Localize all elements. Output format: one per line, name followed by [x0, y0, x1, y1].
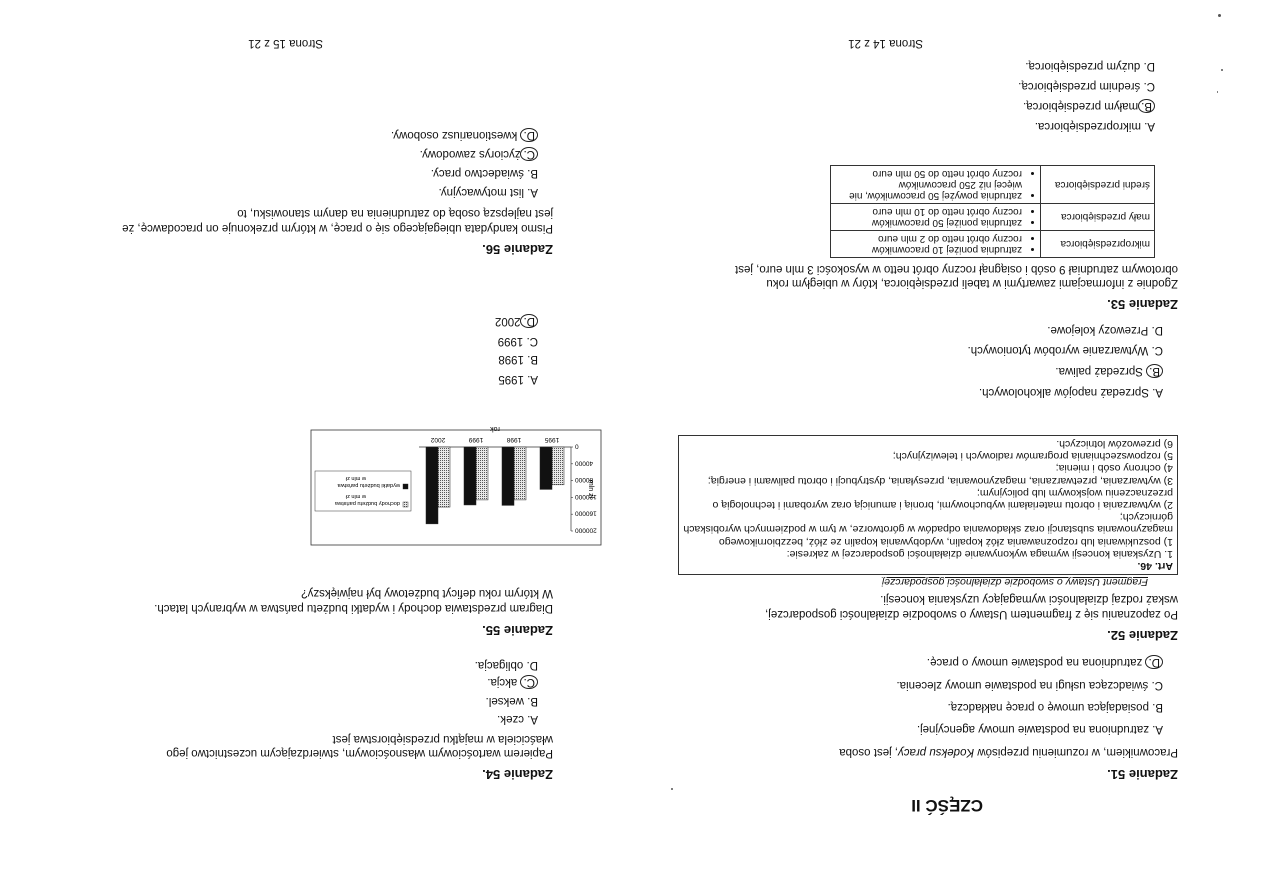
z56-option-d: D. kwestionariusz osobowy. [391, 128, 538, 142]
x-axis-label: rok [490, 425, 500, 432]
z51-question: Pracownikiem, w rozumieniu przepisów Kodeksu pracy, jest osoba [839, 746, 1178, 758]
z54-heading: Zadanie 54. [482, 767, 553, 782]
z51-option-d: D. zatrudniona na podstawie umowy o pracę. [927, 655, 1163, 669]
z55-option-d: D.2002 [495, 314, 538, 328]
z52-question-2: wskaż rodzaj działalności wymagający uzyskania koncesji. [880, 593, 1178, 605]
bar-dochody-1999 [476, 447, 488, 500]
z51-option-b: B. posiadająca umowę o pracę nakładczą. [947, 701, 1163, 713]
z56-option-a: A. list motywacyjny. [438, 186, 538, 198]
z56-option-b: B. świadectwo pracy. [430, 167, 538, 179]
x-tick-label: 2002 [430, 436, 446, 443]
y-tick-label: 120000 [575, 492, 597, 500]
z52-article-box: Art. 46. 1. Uzyskania koncesji wymaga wykonywanie działalności gospodarczej w zakresie: 1) poszukiwania lub rozpoznawania złóż kopalin, wydobywania kopalin ze złóż, bezzbiornikowego magazynowania substancji oraz składowania odpadów w górotworze, w tym w podziemnych wyrobiskach górniczych; 2) wytwarzania i obrotu materiałami wybuchowymi, bronią i amunicją oraz wyrobami i technologią o przeznaczeniu wojskowym lub policyjnym; 3) wytwarzania, przetwarzania, magazynowania, przesyłania, dystrybucji i obrotu paliwami i energią; 4) ochrony osób i mienia; 5) rozpowszechniania programów radiowych i telewizyjnych; 6) przewozów lotniczych. [678, 435, 1178, 575]
bar-wydatki-1998 [502, 447, 514, 505]
z54-option-b: B. weksel. [485, 695, 538, 707]
z54-option-c: C. akcja. [487, 675, 538, 689]
answer-circle: D. [1146, 655, 1164, 669]
answer-circle: D. [521, 128, 539, 142]
legend-swatch [403, 502, 408, 507]
scan-speck [671, 788, 673, 790]
z56-option-c: C.życiorys zawodowy. [420, 147, 538, 161]
bar-dochody-2002 [438, 447, 450, 507]
page-15 [0, 0, 631, 885]
answer-circle: B. [1138, 99, 1155, 113]
answer-circle: C. [521, 675, 539, 689]
bar-wydatki-1999 [464, 447, 476, 505]
part-title: CZĘŚĆ II [911, 796, 983, 815]
y-tick-label: 80000 [575, 476, 594, 484]
scan-speck [1221, 69, 1223, 71]
page-14 [632, 0, 1263, 885]
z51-heading: Zadanie 51. [1107, 767, 1178, 782]
z53-option-c: C. średnim przedsiębiorcą. [1018, 80, 1155, 92]
x-tick-label: 1998 [506, 436, 522, 443]
z52-option-b: B. Sprzedaż paliwa. [1055, 364, 1163, 378]
bar-wydatki-2002 [426, 447, 438, 524]
z52-question-1: Po zapoznaniu się z fragmentem Ustawy o swobodzie działalności gospodarczej, [765, 608, 1178, 620]
z53-option-d: D. dużym przedsiębiorcą. [1025, 60, 1155, 72]
z52-option-c: C. Wytwarzanie wyrobów tytoniowych. [967, 344, 1163, 356]
bar-dochody-1998 [514, 447, 526, 500]
legend-label: dochody budżetu państwa [335, 500, 400, 506]
scan-speck [1217, 91, 1218, 93]
z52-box-title: Fragment Ustawy o swobodzie działalności gospodarczej [881, 576, 1148, 588]
z52-option-a: A. Sprzedaż napojów alkoholowych. [978, 386, 1163, 398]
z53-question-2: obrotowym zatrudniał 9 osób i osiągnął roczny obrót netto w wysokości 3 mln euro, jest [735, 263, 1178, 275]
z55-option-b: B. 1998 [498, 353, 538, 365]
z54-option-d: D. obligacja. [474, 659, 538, 671]
z56-question-1: Pismo kandydata ubiegającego się o pracę, w którym przekonuje on pracodawcę, że [122, 222, 553, 234]
legend-label-unit: w mln zł [345, 475, 366, 481]
legend-label-unit: w mln zł [345, 493, 366, 499]
z56-heading: Zadanie 56. [482, 242, 553, 257]
z52-option-d: D. Przewozy kolejowe. [1047, 324, 1163, 336]
z55-heading: Zadanie 55. [482, 623, 553, 638]
z56-question-2: jest najlepszą osobą do zatrudnienia na danym stanowisku, to [237, 207, 553, 219]
legend-label: wydatki budżetu państwa [337, 482, 400, 488]
z53-option-a: A. mikroprzedsiębiorca. [1034, 120, 1155, 132]
answer-circle: D. [521, 314, 539, 328]
page-number-15: Strona 15 z 21 [248, 37, 323, 49]
bar-dochody-1995 [552, 447, 564, 485]
bar-wydatki-1995 [540, 447, 552, 489]
z55-question-1: Diagram przedstawia dochody i wydatki budżetu państwa w wybranych latach. [154, 602, 553, 614]
answer-circle: B. [1146, 364, 1163, 378]
answer-circle: C. [521, 147, 539, 161]
page-number-14: Strona 14 z 21 [848, 37, 923, 49]
z55-question-2: W którym roku deficyt budżetowy był największy? [301, 587, 553, 599]
legend-swatch [403, 484, 408, 489]
y-axis-label: mln zł [587, 479, 594, 499]
z53-question-1: Zgodnie z informacjami zawartymi w tabeli przedsiębiorca, który w ubiegłym roku [766, 277, 1178, 289]
table-row: mały przedsiębiorca • zatrudnia poniżej 50 pracowników • roczny obrót netto do 10 mln euro [831, 204, 1155, 231]
budget-chart [311, 425, 601, 545]
y-tick-label: 160000 [575, 509, 597, 517]
z54-question-2: właściciela w majątku przedsiębiorstwa jest [332, 733, 553, 745]
z55-option-a: A. 1995 [498, 373, 538, 385]
z51-option-c: C. świadcząca usługi na podstawie umowy zlecenia. [896, 679, 1163, 691]
table-row: średni przedsiębiorca • zatrudnia powyżej 50 pracowników, nie więcej niż 250 pracowników • roczny obrót netto do 50 mln euro [831, 166, 1155, 204]
z54-option-a: A. czek. [497, 713, 538, 725]
z53-option-b: B.małym przedsiębiorcą. [1023, 99, 1155, 113]
z54-question-1: Papierem wartościowym własnościowym, stwierdzającym uczestnictwo jego [166, 747, 553, 759]
x-tick-label: 1995 [544, 436, 560, 443]
z51-option-a: A. zatrudniona na podstawie umowy agencyjnej. [916, 723, 1163, 735]
scan-speck [1218, 14, 1221, 17]
x-tick-label: 1999 [468, 436, 484, 443]
z55-option-c: C. 1999 [497, 335, 538, 347]
y-tick-label: 0 [575, 442, 579, 450]
z53-heading: Zadanie 53. [1107, 297, 1178, 312]
z52-heading: Zadanie 52. [1107, 628, 1178, 643]
y-tick-label: 200000 [575, 526, 597, 534]
z53-enterprise-table [830, 165, 1155, 258]
table-row: mikroprzedsiębiorca • zatrudnia poniżej 10 pracowników • roczny obrót netto do 2 mln euro [831, 231, 1155, 258]
y-tick-label: 40000 [575, 459, 594, 467]
